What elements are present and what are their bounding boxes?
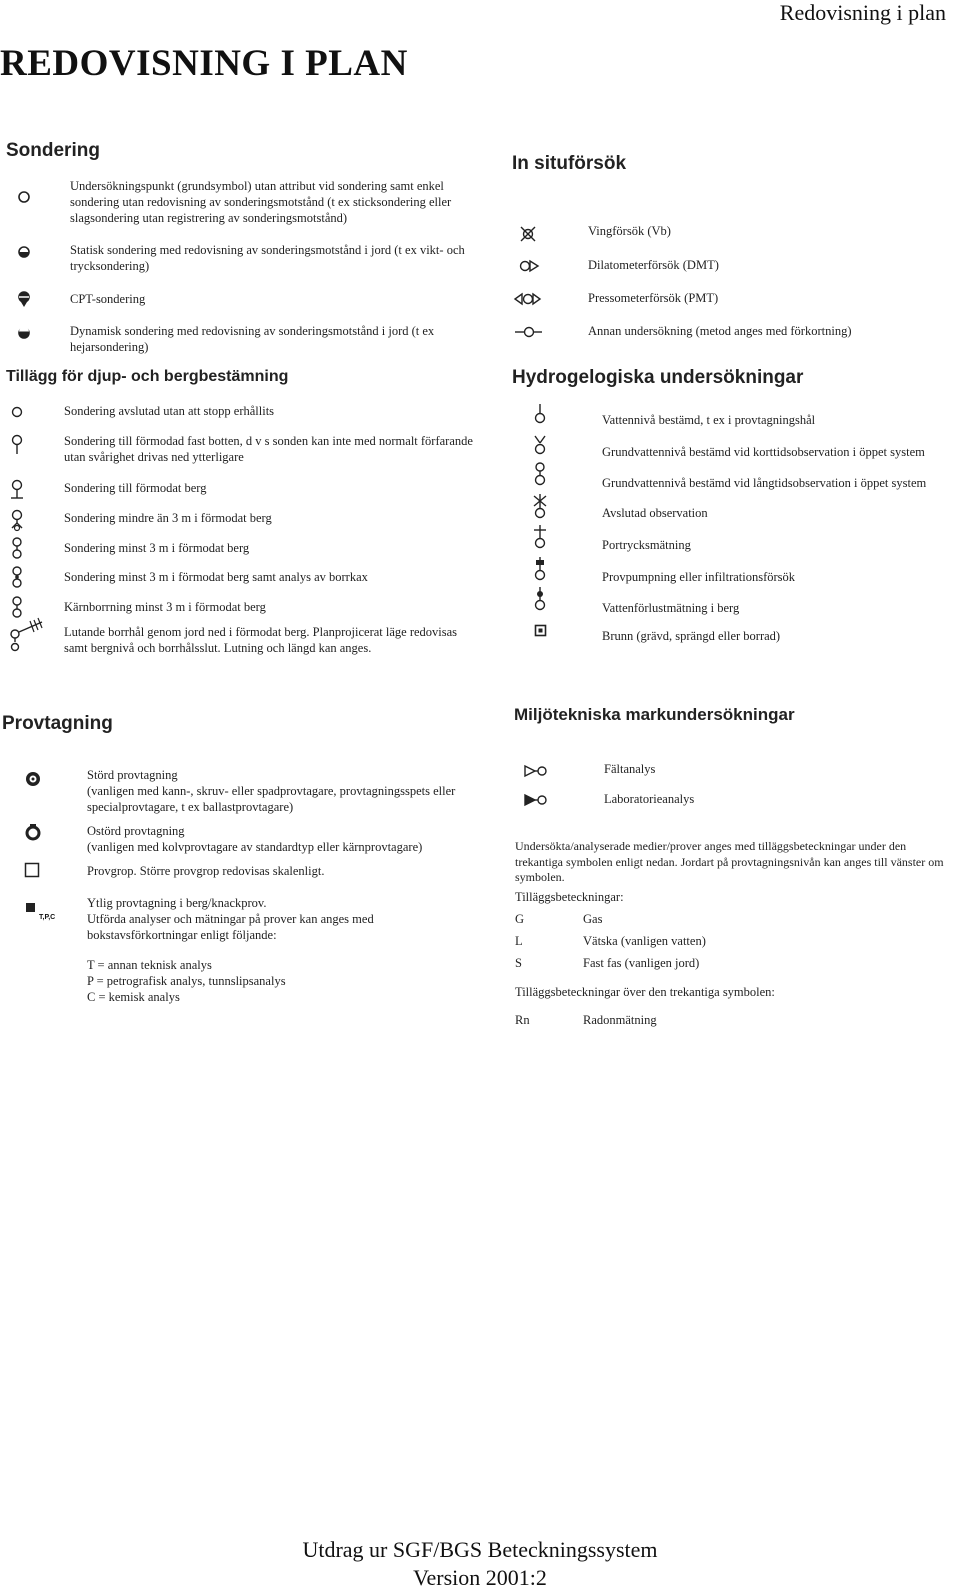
circle-stem-fork-icon	[10, 509, 24, 531]
well-icon	[534, 624, 548, 638]
insitu-item-2: Dilatometerförsök (DMT)	[588, 258, 719, 272]
footer-line-2: Version 2001:2	[413, 1565, 547, 1590]
lab-analysis-icon	[523, 793, 549, 807]
hydro-item-2: Grundvattennivå bestämd vid korttidsobservation i öppet system	[602, 445, 925, 459]
miljo-code-l: L	[515, 934, 523, 948]
tillagg-item-4: Sondering mindre än 3 m i förmodat berg	[64, 511, 272, 525]
rock-sample-label: Ytlig provtagning i berg/knackprov.	[87, 896, 267, 910]
tillagg-item-7: Kärnborrning minst 3 m i förmodat berg	[64, 600, 266, 614]
provtagning-item-1-label: Störd provtagning	[87, 768, 178, 782]
miljo-item-2: Laboratorieanalys	[604, 792, 695, 806]
tillagg-item-3: Sondering till förmodat berg	[64, 481, 207, 495]
section-heading-hydro: Hydrogelogiska undersökningar	[512, 367, 804, 388]
vane-test-icon	[518, 224, 538, 244]
provtagning-item-2-label: Ostörd provtagning	[87, 824, 185, 838]
test-pit-icon	[24, 862, 40, 878]
tillagg-item-2: Sondering till förmodad fast botten, d v s sonden kan inte med normalt förfarande utan svårighet drivas ned ytterligare	[64, 434, 473, 464]
hydro-item-8: Brunn (grävd, sprängd eller borrad)	[602, 629, 781, 643]
analysis-code-c: C = kemisk analys	[87, 990, 180, 1004]
analysis-code-p: P = petrografisk analys, tunnslipsanalys	[87, 974, 286, 988]
section-heading-tillagg: Tillägg för djup- och bergbestämning	[6, 368, 289, 385]
cpt-symbol-icon	[17, 290, 31, 308]
analysis-codes	[87, 957, 417, 1005]
water-level-icon	[533, 403, 547, 425]
miljo-code-l-desc: Vätska (vanligen vatten)	[583, 934, 706, 948]
hydro-item-5: Portrycksmätning	[602, 538, 691, 552]
field-analysis-icon	[523, 764, 549, 778]
rock-sample-icon-label: T,P,C	[39, 914, 56, 921]
circle-open-icon	[17, 190, 31, 204]
hydro-item-4: Avslutad observation	[602, 506, 708, 520]
hydro-item-3: Grundvattennivå bestämd vid långtidsobservation i öppet system	[602, 476, 927, 490]
groundwater-long-icon	[533, 462, 547, 488]
circle-stem-bar-icon	[10, 479, 24, 501]
insitu-item-1: Vingförsök (Vb)	[588, 224, 671, 238]
footer	[0, 1536, 960, 1592]
circle-stem-icon	[10, 434, 24, 456]
provtagning-item-2	[87, 823, 467, 855]
miljo-note: Undersökta/analyserade medier/prover anges med tilläggsbeteckningar under den trekantiga symbolen enligt nedan. Jordart på provtagningsnivån kan anges till vänster om symbolen.	[515, 839, 944, 884]
miljo-code-s: S	[515, 956, 522, 970]
sondering-item-2: Statisk sondering med redovisning av sonderingsmotstånd i jord (t ex vikt- och trycksondering)	[70, 243, 465, 273]
running-header: Redovisning i plan	[779, 0, 946, 25]
rock-sample-sub: Utförda analyser och mätningar på prover kan anges med bokstavsförkortningar enligt följande:	[87, 912, 374, 942]
circle-open-icon	[10, 405, 24, 419]
water-loss-icon	[532, 586, 548, 612]
miljo-code-rn-desc: Radonmätning	[583, 1013, 657, 1027]
section-heading-sondering: Sondering	[6, 140, 100, 161]
tillagg-item-6: Sondering minst 3 m i förmodat berg samt analys av borrkax	[64, 570, 368, 584]
provtagning-item-1	[87, 767, 467, 815]
pressuremeter-icon	[513, 291, 543, 307]
double-circle-dot-icon	[10, 566, 24, 590]
insitu-item-3: Pressometerförsök (PMT)	[588, 291, 719, 305]
undisturbed-sample-icon	[24, 823, 42, 841]
page-title: REDOVISNING I PLAN	[0, 43, 408, 84]
tillagg-item-1: Sondering avslutad utan att stopp erhållits	[64, 404, 275, 418]
hydro-item-6: Provpumpning eller infiltrationsförsök	[602, 570, 796, 584]
other-test-icon	[514, 324, 544, 340]
miljo-tillagg-heading: Tilläggsbeteckningar:	[515, 890, 624, 904]
miljo-code-g-desc: Gas	[583, 912, 603, 926]
inclined-borehole-icon	[8, 618, 48, 656]
section-heading-provtagning: Provtagning	[2, 713, 113, 734]
sondering-item-4: Dynamisk sondering med redovisning av sonderingsmotstånd i jord (t ex hejarsondering)	[70, 324, 435, 354]
rock-sample-icon	[26, 903, 76, 921]
circle-half-filled-icon	[17, 326, 31, 340]
miljo-code-s-desc: Fast fas (vanligen jord)	[583, 956, 700, 970]
disturbed-sample-icon	[24, 770, 42, 788]
rock-sample-text	[87, 895, 417, 943]
sondering-item-1: Undersökningspunkt (grundsymbol) utan attribut vid sondering samt enkel sondering utan redovisning av sonderingsmotstånd (t ex sticksondering eller slagsondering utan registrering av sonderingsmotstånd)	[70, 179, 452, 225]
provtagning-item-2-sub: (vanligen med kolvprovtagare av standardtyp eller kärnprovtagare)	[87, 840, 423, 854]
tillagg-item-8: Lutande borrhål genom jord ned i förmodat berg. Planprojicerat läge redovisas samt bergnivå och borrhålsslut. Lutning och längd kan anges.	[64, 625, 458, 655]
sondering-item-3: CPT-sondering	[70, 292, 146, 306]
footer-line-1: Utdrag ur SGF/BGS Beteckningssystem	[302, 1537, 658, 1562]
provtagning-item-3: Provgrop. Större provgrop redovisas skalenligt.	[87, 864, 325, 878]
hydro-item-7: Vattenförlustmätning i berg	[602, 601, 740, 615]
double-circle-icon	[10, 537, 24, 561]
observation-ended-icon	[531, 494, 549, 520]
miljo-item-1: Fältanalys	[604, 762, 656, 776]
dilatometer-icon	[518, 258, 542, 274]
tillagg-item-5: Sondering minst 3 m i förmodat berg	[64, 541, 250, 555]
insitu-item-4: Annan undersökning (metod anges med förkortning)	[588, 324, 852, 338]
analysis-code-t: T = annan teknisk analys	[87, 958, 212, 972]
section-heading-miljo: Miljötekniska markundersökningar	[514, 705, 795, 724]
circle-lower-half-filled-icon	[17, 245, 31, 259]
miljo-code-rn: Rn	[515, 1013, 530, 1027]
pumping-test-icon	[532, 556, 548, 582]
hydro-item-1: Vattennivå bestämd, t ex i provtagningshål	[602, 413, 816, 427]
section-heading-insitu: In situförsök	[512, 153, 627, 174]
pore-pressure-icon	[532, 524, 548, 550]
double-circle-filled-icon	[10, 596, 24, 620]
provtagning-item-1-sub: (vanligen med kann-, skruv- eller spadprovtagare, provtagningsspets eller specialprovtagare, t ex ballastprovtagare)	[87, 784, 456, 814]
miljo-over-heading: Tilläggsbeteckningar över den trekantiga symbolen:	[515, 985, 775, 999]
miljo-code-g: G	[515, 912, 525, 926]
groundwater-short-icon	[533, 434, 547, 456]
